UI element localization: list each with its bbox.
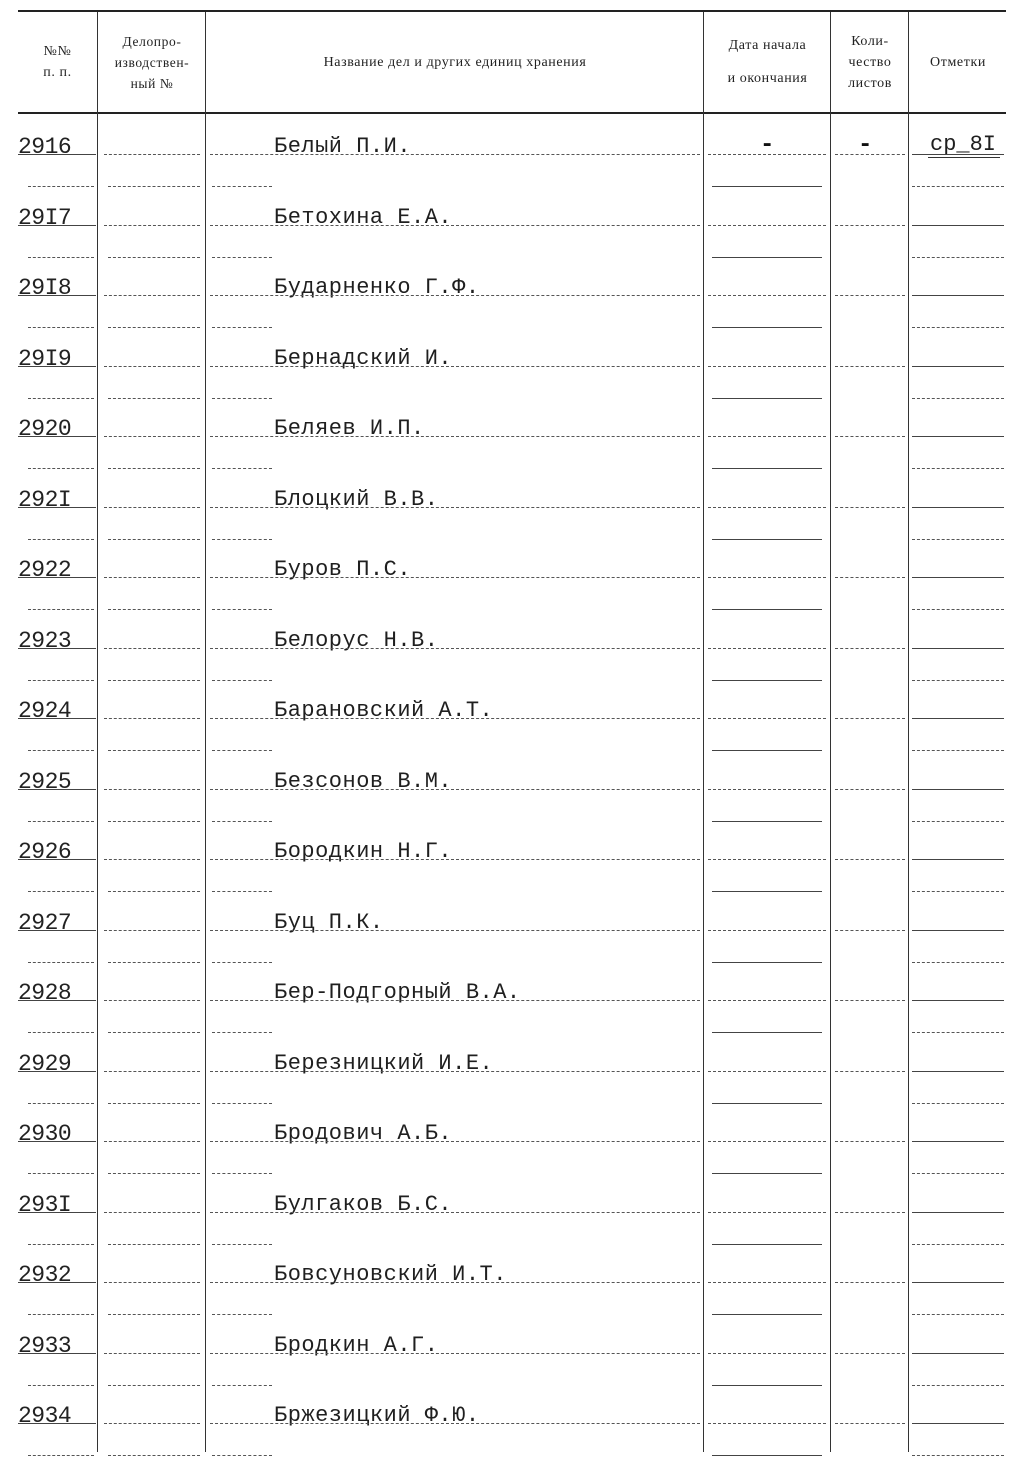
ruled-line [708,154,826,155]
ruled-line [912,1385,1004,1386]
table-row [0,118,1024,188]
ruled-line [712,398,822,399]
ruled-line [108,750,200,751]
item-title: Беляев И.П. [274,416,425,441]
table-row [0,1317,1024,1387]
ruled-line [912,539,1004,540]
ruled-line [212,1385,272,1386]
ruled-line [108,680,200,681]
ruled-line [104,1282,200,1283]
table-row [0,612,1024,682]
item-title: Булгаков Б.С. [274,1191,453,1217]
ruled-line [210,789,700,790]
ruled-line [912,750,1004,751]
ruled-line [210,1423,700,1424]
ruled-line [18,436,96,437]
header-case-number-column: Делопро- изводствен- ный № [114,33,190,91]
ruled-line [108,1103,200,1104]
ruled-line [212,891,272,892]
ruled-line [912,1032,1004,1033]
ruled-line [210,1282,700,1283]
ruled-line [712,1032,822,1033]
item-number: 2927 [18,909,72,936]
table-row [0,1387,1024,1457]
ruled-line [835,1282,905,1283]
item-number: 2916 [18,134,72,160]
ruled-line [712,1244,822,1245]
item-title: Бродкин А.Г. [274,1332,439,1358]
ruled-line [708,789,826,790]
ruled-line [835,648,905,649]
ruled-line [108,257,200,258]
ruled-line [912,154,1004,155]
ruled-line [108,1032,200,1033]
ruled-line [835,1141,905,1142]
ruled-line [104,1423,200,1424]
header-title-column: Название дел и других единиц хранения [323,54,587,70]
ruled-line [912,327,1004,328]
ruled-line [18,1212,96,1213]
ruled-line [104,789,200,790]
ruled-line [712,327,822,328]
header-notes-column: Отметки [930,54,986,70]
ruled-line [108,186,200,187]
item-title: Бернадский И. [274,345,453,371]
ruled-line [212,186,272,187]
ruled-line [912,468,1004,469]
table-row [0,541,1024,611]
ruled-line [104,507,200,508]
ruled-line [212,468,272,469]
table-row [0,1176,1024,1246]
item-title: Бродович А.Б. [274,1121,453,1146]
item-number: 293I [18,1191,72,1218]
ruled-line [835,718,905,719]
item-number: 2929 [18,1050,72,1077]
ruled-line [708,507,826,508]
ruled-line [912,225,1004,226]
ruled-line [708,1353,826,1354]
table-row [0,189,1024,259]
ruled-line [212,1244,272,1245]
header-dates-column: Дата начала и окончания [727,38,808,86]
ruled-line [912,1244,1004,1245]
ruled-line [210,577,700,578]
ruled-line [108,327,200,328]
ruled-line [104,1212,200,1213]
ruled-line [712,186,822,187]
ruled-line [912,295,1004,296]
ruled-line [18,930,96,931]
ruled-line [212,398,272,399]
ruled-line [212,680,272,681]
item-title: Буров П.С. [274,557,412,582]
item-title: Барановский А.Т. [274,698,494,723]
table-row [0,330,1024,400]
ruled-line [210,436,700,437]
table-row [0,1105,1024,1175]
ruled-line [708,859,826,860]
item-title: Бородкин Н.Г. [274,839,453,864]
ruled-line [210,859,700,860]
ruled-line [28,1314,94,1315]
item-number: 2923 [18,627,72,654]
ruled-line [712,962,822,963]
ruled-line [912,859,1004,860]
ruled-line [108,468,200,469]
ruled-line [28,1103,94,1104]
ruled-line [912,1141,1004,1142]
ruled-line [28,468,94,469]
ruled-line [912,930,1004,931]
ruled-line [104,1000,200,1001]
ruled-line [18,225,96,226]
ruled-line [212,609,272,610]
ruled-line [912,1455,1004,1456]
table-row [0,964,1024,1034]
ruled-line [708,577,826,578]
ruled-line [912,821,1004,822]
ruled-line [28,186,94,187]
ruled-line [712,539,822,540]
ruled-line [835,225,905,226]
ruled-line [835,1000,905,1001]
ruled-line [912,1071,1004,1072]
ruled-line [712,1103,822,1104]
ruled-line [28,539,94,540]
ruled-line [912,507,1004,508]
ruled-line [108,609,200,610]
ruled-line [210,1000,700,1001]
ruled-line [210,648,700,649]
ruled-line [708,436,826,437]
table-row [0,682,1024,752]
ruled-line [708,648,826,649]
ruled-line [18,1353,96,1354]
ruled-line [712,1455,822,1456]
item-title: Безсонов В.М. [274,768,453,794]
ruled-line [912,789,1004,790]
ruled-line [912,436,1004,437]
ruled-line [912,257,1004,258]
ruled-line [212,821,272,822]
ruled-line [712,1385,822,1386]
ruled-line [104,859,200,860]
item-number: 292I [18,486,72,513]
ruled-line [835,1353,905,1354]
ruled-line [835,436,905,437]
ruled-line [835,366,905,367]
ruled-line [18,859,96,860]
ruled-line [912,1212,1004,1213]
ruled-line [912,577,1004,578]
ruled-line [28,398,94,399]
ruled-line [28,1385,94,1386]
ruled-line [28,962,94,963]
ruled-line [912,891,1004,892]
ruled-line [210,1353,700,1354]
ruled-line [212,1173,272,1174]
ruled-line [210,507,700,508]
ruled-line [912,609,1004,610]
ruled-line [212,750,272,751]
ruled-line [835,789,905,790]
ruled-line [28,1032,94,1033]
ruled-line [212,962,272,963]
table-row [0,753,1024,823]
ruled-line [28,1173,94,1174]
item-number: 2925 [18,768,72,795]
ruled-line [210,1212,700,1213]
ruled-line [708,366,826,367]
item-title: Бер-Подгорный В.А. [274,980,521,1005]
ruled-line [212,1314,272,1315]
ruled-line [210,295,700,296]
item-number: 29I7 [18,204,72,231]
header-sheet-count-column: Коли- чество листов [848,33,892,91]
ruled-line [104,225,200,226]
ruled-line [835,154,905,155]
ruled-line [18,1071,96,1072]
ruled-line [210,366,700,367]
ruled-line [18,648,96,649]
ruled-line [912,680,1004,681]
ruled-line [912,718,1004,719]
item-sheet-count: - [858,132,873,159]
ruled-line [104,1071,200,1072]
ruled-line [712,891,822,892]
ruled-line [28,680,94,681]
ruled-line [108,1385,200,1386]
ruled-line [18,718,96,719]
ruled-line [28,327,94,328]
ruled-line [108,539,200,540]
ruled-line [712,468,822,469]
ruled-line [835,930,905,931]
ruled-line [912,186,1004,187]
ruled-line [108,1173,200,1174]
ruled-line [108,891,200,892]
item-title: Буц П.К. [274,909,384,935]
table-row [0,894,1024,964]
ruled-line [708,1282,826,1283]
item-notes: ср_8I [928,132,1000,158]
ruled-line [912,1282,1004,1283]
ruled-line [708,1141,826,1142]
ruled-line [835,295,905,296]
item-number: 2930 [18,1121,72,1147]
ruled-line [212,539,272,540]
ruled-line [28,257,94,258]
item-title: Бовсуновский И.Т. [274,1262,507,1287]
ruled-line [104,930,200,931]
ruled-line [835,1212,905,1213]
ruled-line [104,366,200,367]
ruled-line [18,1423,96,1424]
ruled-line [210,225,700,226]
item-title: Березницкий И.Е. [274,1050,494,1076]
ruled-line [835,1423,905,1424]
ruled-line [708,1071,826,1072]
ruled-line [108,821,200,822]
ruled-line [912,648,1004,649]
ruled-line [912,1000,1004,1001]
ruled-line [108,1244,200,1245]
item-number: 2928 [18,980,72,1006]
ruled-line [104,718,200,719]
ruled-line [212,1455,272,1456]
item-number: 2924 [18,698,72,724]
ruled-line [210,154,700,155]
item-title: Белый П.И. [274,134,412,159]
ruled-line [212,257,272,258]
ruled-line [18,1000,96,1001]
ruled-line [212,1032,272,1033]
ruled-line [912,1103,1004,1104]
ruled-line [18,789,96,790]
item-number: 29I8 [18,275,72,301]
table-row [0,1246,1024,1316]
ruled-line [835,507,905,508]
item-dates: - [760,132,775,159]
ruled-line [912,1314,1004,1315]
ruled-line [712,1173,822,1174]
ruled-line [104,154,200,155]
ruled-line [835,859,905,860]
ruled-line [712,680,822,681]
ruled-line [104,1353,200,1354]
ruled-line [212,327,272,328]
item-number: 2920 [18,416,72,442]
ruled-line [18,1141,96,1142]
ruled-line [28,821,94,822]
ruled-line [18,577,96,578]
ruled-line [912,398,1004,399]
item-title: Бржезицкий Ф.Ю. [274,1403,480,1428]
ruled-line [835,1071,905,1072]
item-number: 29I9 [18,345,72,372]
item-title: Блоцкий В.В. [274,486,439,512]
ruled-line [18,507,96,508]
item-title: Белорус Н.В. [274,627,439,653]
item-number: 2922 [18,557,72,583]
ruled-line [108,1314,200,1315]
ruled-line [108,1455,200,1456]
ruled-line [708,225,826,226]
ruled-line [210,930,700,931]
ruled-line [104,1141,200,1142]
ruled-line [210,1141,700,1142]
table-row [0,259,1024,329]
table-row [0,1035,1024,1105]
ruled-line [28,1455,94,1456]
item-title: Бетохина Е.А. [274,204,453,230]
ruled-line [708,1212,826,1213]
ruled-line [712,821,822,822]
ruled-line [210,1071,700,1072]
ruled-line [108,398,200,399]
ruled-line [912,366,1004,367]
item-number: 2932 [18,1262,72,1288]
ruled-line [912,962,1004,963]
ruled-line [108,962,200,963]
ruled-line [104,436,200,437]
item-title: Бударненко Г.Ф. [274,275,480,300]
ruled-line [104,295,200,296]
ruled-line [28,1244,94,1245]
ruled-line [104,577,200,578]
table-row [0,823,1024,893]
ruled-line [18,1282,96,1283]
ruled-line [708,1423,826,1424]
ruled-line [212,1103,272,1104]
ruled-line [28,609,94,610]
ruled-line [18,295,96,296]
ruled-line [712,609,822,610]
ruled-line [708,1000,826,1001]
ruled-line [708,930,826,931]
ruled-line [912,1353,1004,1354]
item-number: 2926 [18,839,72,865]
ruled-line [210,718,700,719]
ruled-line [18,154,96,155]
header-top-rule [18,10,1006,12]
ruled-line [28,891,94,892]
table-row [0,471,1024,541]
item-number: 2933 [18,1332,72,1359]
item-number: 2934 [18,1403,72,1429]
ruled-line [835,577,905,578]
ruled-line [28,750,94,751]
ruled-line [708,295,826,296]
ruled-line [708,718,826,719]
header-number-column: №№ п. п. [43,44,72,80]
ruled-line [18,366,96,367]
ruled-line [712,750,822,751]
ruled-line [104,648,200,649]
ruled-line [912,1423,1004,1424]
table-row [0,400,1024,470]
ruled-line [912,1173,1004,1174]
ruled-line [712,1314,822,1315]
ruled-line [712,257,822,258]
